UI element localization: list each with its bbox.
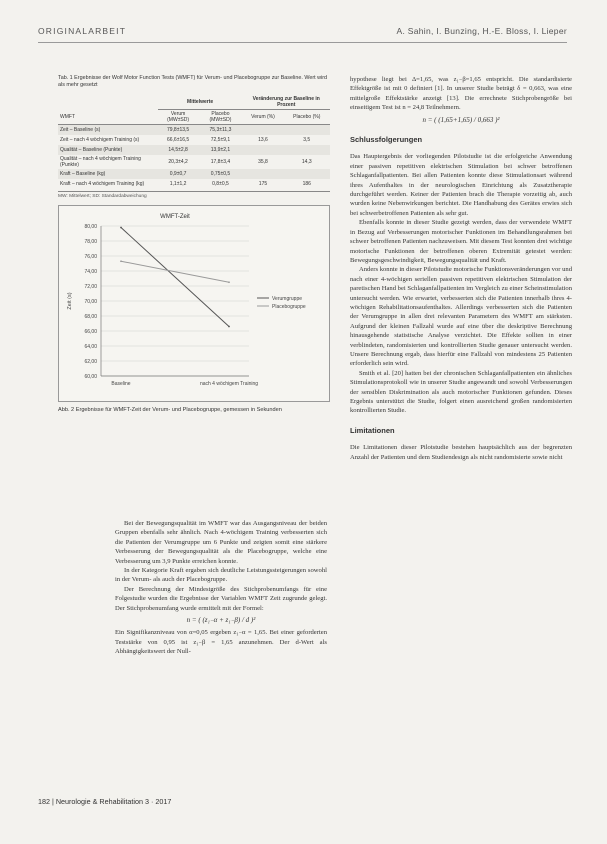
data-point [120, 260, 122, 262]
paragraph: In der Kategorie Kraft ergaben sich deutliche Leistungssteigerungen sowohl in der Verum- als auch der Placebogruppe. [115, 567, 327, 584]
table-row [58, 155, 330, 169]
left-column-text [115, 519, 327, 657]
paragraph: Ein Signifikanzniveau von α=0,05 ergeben z₁₋α = 1,65. Bei einer geforderten Teststärke von 0,95 ist z₁₋β = 1,65 anzunehmen. Der d-Wert als Abhängigkeitswert der Null- [115, 629, 327, 656]
table-row [58, 135, 330, 145]
table-row [58, 125, 330, 136]
table-header-row [58, 110, 330, 125]
column-header: Placebo (MW±SD) [198, 110, 242, 125]
column-header: Verum (%) [242, 110, 283, 125]
cell-verum: 20,3±4,2 [168, 159, 188, 165]
y-tick-label: 74,00 [84, 269, 97, 275]
group-header-change: Veränderung zur Baseline in Prozent [242, 95, 330, 110]
y-tick-label: 68,00 [84, 314, 97, 320]
section-heading: Schlussfolgerungen [350, 135, 423, 145]
y-tick-label: 76,00 [84, 254, 97, 260]
sample-size-formula: n = ( (z₁₋α + z₁₋β) / d )² [186, 616, 256, 625]
row-label: Qualität – nach 4 wöchigem Training (Punkte) [60, 156, 141, 168]
cell-placebo-pct: 186 [302, 181, 311, 187]
y-tick-label: 72,00 [84, 284, 97, 290]
data-point [228, 281, 230, 283]
cell-verum-pct: 175 [258, 181, 268, 187]
results-table [58, 95, 330, 189]
row-label: Zeit – Baseline (s) [58, 125, 158, 136]
cell-verum-pct: 13,6 [258, 137, 268, 143]
series-line-1 [121, 261, 229, 282]
y-axis-label: Zeit (s) [67, 292, 73, 310]
cell-verum: 1,1±1,2 [169, 181, 187, 187]
column-header: Placebo (%) [283, 110, 330, 125]
y-tick-label: 80,00 [84, 224, 97, 230]
left-column-top [58, 75, 330, 415]
cell-verum: 66,6±16,5 [166, 137, 190, 143]
cell-verum-pct: 35,8 [258, 159, 268, 165]
row-label: Qualität – Baseline (Punkte) [58, 145, 158, 155]
y-tick-label: 70,00 [84, 299, 97, 305]
cell-verum: 14,5±2,8 [158, 145, 199, 155]
figure-caption: Abb. 2 Ergebnisse für WMFT-Zeit der Verum- und Placebogruppe, gemessen in Sekunden [58, 407, 282, 413]
x-tick-label: nach 4 wöchigem Training [199, 381, 259, 387]
authors-line: A. Sahin, I. Bunzing, H.-E. Bloss, I. Lieper [396, 26, 567, 36]
cell-verum: 79,8±13,5 [158, 125, 199, 136]
paragraph: Anders konnte in dieser Pilotstudie motorische Funktionsveränderungen vor und nach einer 4-wöchigen seriellen passiven repetitiven elektrischen Stimulation der paretischen Hand bei Schlaganfallpatienten im Vergleich zu einer Scheinstimulation untersucht werden. Wie erwartet, verbesserten sich die Patienten innerhalb ihres 4-wöchigen Rehabilitationsaufenthaltes. Allerdings verbesserten sich die Patienten der Verumgruppe in allen drei relevanten Parametern des WMFT am stärksten. Aufgrund der kleinen Fallzahl wurde auf eine über die deskriptive Berechnung hinausgehende statistische Analyse verzichtet. Die Effekte sollten in einer verblindeten, randomisierten und kontrollierten Studie genauer untersucht werden. Unsere Berechnung ergab, dass hierfür eine Fallzahl von mindestens 25 Patienten erforderlich sein wird. [350, 266, 572, 368]
paragraph: Bei der Bewegungsqualität im WMFT war das Ausgangsniveau der beiden Gruppen ebenfalls sehr ähnlich. Nach 4-wöchigem Training verbesserten sich die Patienten der Verumgruppe um 6 Punkte und zeigten somit eine stärkere Verbesserung der Bewegungsqualität als die Placebogruppe, welche eine Verbesserung um 3,9 Punkte erreichen konnte. [115, 520, 327, 565]
table-footnote: MW: Mittelwert; SD: Standardabweichung [58, 191, 330, 199]
paragraph: hypothese liegt bei Δ=1,65, was z₁₋β=1,65 entspricht. Die standardisierte Effektgröße ist mit 0 definiert [1]. In unserer Studie beträgt δ = 0,663, was eine mittelgroße Effektstärke anzeigt [13]. Die errechnete Stichprobengröße bei einseitigem Test ist n = 24,8 Teilnehmern. [350, 76, 572, 112]
table-group-header-row [58, 95, 330, 110]
row-label: Zeit – nach 4 wöchigem Training (s) [60, 137, 140, 143]
cell-placebo: 0,8±0,5 [212, 181, 229, 187]
data-point [228, 326, 230, 328]
cell-placebo: 72,5±9,1 [210, 137, 231, 143]
running-header [38, 26, 567, 40]
cell-placebo-pct [283, 145, 330, 155]
section-heading: Limitationen [350, 425, 395, 435]
table-row [58, 169, 330, 179]
cell-placebo-pct: 3,5 [303, 137, 311, 143]
y-tick-label: 78,00 [84, 239, 97, 245]
cell-placebo: 75,3±11,3 [198, 125, 242, 136]
series-line-0 [121, 228, 229, 327]
table-row [58, 145, 330, 155]
y-tick-label: 66,00 [84, 329, 97, 335]
row-label: Kraft – nach 4 wöchigem Training (kg) [60, 181, 145, 187]
y-tick-label: 60,00 [84, 374, 97, 380]
cell-verum-pct [242, 169, 283, 179]
column-header: Verum (MW±SD) [158, 110, 199, 125]
cell-verum: 0,9±0,7 [158, 169, 199, 179]
sample-size-calculation: n = ( (1,65+1,65) / 0,663 )² [422, 115, 500, 124]
y-tick-label: 64,00 [84, 344, 97, 350]
paragraph: Das Hauptergebnis der vorliegenden Pilotstudie ist die erfolgreiche Anwendung einer passiven repetitiven elektrischen Stimulation bei schwer betroffenen Schlaganfallpatienten. Bei allen Patienten konnte diese Stimulationsart während ihres Aufenthaltes in der neurologischen Einrichtung als Zusatztherapie durchgeführt werden. Keiner der Patienten brach die Therapie vorzeitig ab, auch wurden keine Nebenwirkungen berichtet. Die Handhabung des Gerätes erwies sich bei schwerbetroffenen Patienten als sehr gut. [350, 153, 572, 217]
paragraph: Die Limitationen dieser Pilotstudie bestehen hauptsächlich aus der begrenzten Anzahl der Patienten und dem Studiendesign als nicht randomisierte sowie nicht [350, 444, 572, 461]
legend-label: Placebogruppe [272, 304, 306, 310]
paragraph: Der Berechnung der Mindestgröße des Stichprobenumfangs für eine Folgestudie wurden die Ergebnisse der Variablen WMFT Zeit zugrunde gelegt. Der Stichprobenumfang wurde ermittelt mit der Formel: [115, 585, 327, 612]
cell-verum-pct [242, 125, 283, 136]
cell-placebo-pct: 14,3 [301, 159, 312, 165]
cell-placebo-pct [283, 169, 330, 179]
header-rule [38, 42, 567, 43]
paragraph: Ebenfalls konnte in dieser Studie gezeigt werden, dass der verwendete WMFT in Bezug auf Verbesserungen motorischer Funktionen im Behandlungsrahmen bei schwer betroffenen Patienten nachzuweisen. Mit diesem Test konnten drei wichtige motorische Funktionen der betroffenen oberen Extremität getestet werden: Bewegungsgeschwindigkeit, Bewegungsqualität und Kraft. [350, 219, 572, 264]
column-header: WMFT [58, 110, 158, 125]
wmft-chart [58, 205, 330, 402]
y-tick-label: 62,00 [84, 359, 97, 365]
cell-placebo: 13,9±2,1 [198, 145, 242, 155]
legend-label: Verumgruppe [272, 296, 303, 302]
table-row [58, 179, 330, 189]
cell-placebo: 17,8±3,4 [210, 159, 231, 165]
group-header-means: Mittelwerte [158, 95, 243, 110]
cell-verum-pct [242, 145, 283, 155]
chart-svg [59, 206, 329, 396]
chart-title: WMFT-Zeit [160, 214, 190, 220]
right-column [350, 75, 572, 462]
row-label: Kraft – Baseline (kg) [58, 169, 158, 179]
paragraph: Smith et al. [20] hatten bei der chronischen Schlaganfallpatienten ein ähnliches Stimulationsprotokoll wie in unserer Studie angewandt und sowohl Verbesserungen der sensiblen Diskrimination als auch motorischer Funktionen gefunden. Dieses Ergebnis unterstützt die Studie, folgert einen ausreichend großen randomisierten kontrollierten Studie. [350, 369, 572, 415]
page-footer: 182 | Neurologie & Rehabilitation 3 · 2017 [38, 797, 172, 806]
data-point [120, 227, 122, 229]
x-tick-label: Baseline [111, 381, 131, 387]
cell-placebo: 0,75±0,5 [198, 169, 242, 179]
journal-section-label: ORIGINALARBEIT [38, 26, 127, 36]
cell-placebo-pct [283, 125, 330, 136]
table-caption: Tab. 1 Ergebnisse der Wolf Motor Function Tests (WMFT) für Verum- und Placebogruppe zur Baseline. Wert wird als mehr gesetzt [58, 75, 328, 88]
